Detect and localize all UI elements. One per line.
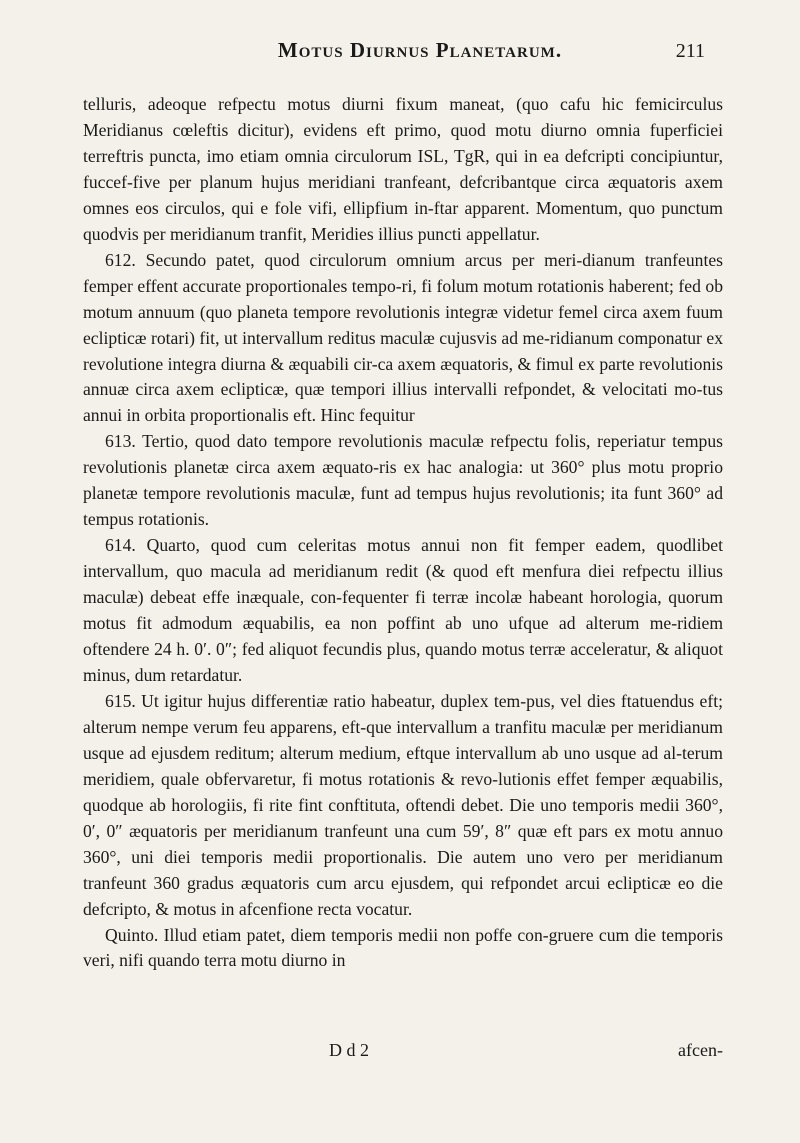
signature-mark: D d 2 [329,1040,369,1060]
paragraph-615: 615. Ut igitur hujus differentiæ ratio habeatur, duplex tem-pus, vel dies ftatuendus eft; alterum nempe verum feu apparens, eft-que intervallum a tranfitu maculæ per meridianum usque ad ejusdem reditum; alterum medium, eftque intervallum ab uno usque ad al-terum meridiem, quale obfervaretur, fi motus rotationis & revo-lutionis effet femper æquabilis, quodque ab horologiis, fi rite fint conftituta, oftendi debet. Die uno temporis medii 360°, 0′, 0″ æquatoris per meridianum tranfeunt una cum 59′, 8″ quæ eft pars ex motu annuo 360°, uni diei temporis medii proportionalis. Die autem uno vero per meridianum tranfeunt 360 gradus æquatoris cum arcu ejusdem, qui refpondet arcui eclipticæ eo die defcripto, & motus in afcenfione recta vocatur. [83,690,723,919]
paragraph-continuation: telluris, adeoque refpectu motus diurni fixum maneat, (quo cafu hic femicirculus Meridianus cœleftis dicitur), evidens eft primo, quod motu diurno omnia fuperficiei terreftris puncta, imo etiam omnia circulorum ISL, TgR, qui in ea defcripti concipiuntur, fuccef-five per planum hujus meridiani tranfeant, defcribantque circa æquatoris axem omnes eos circulos, qui e fole vifi, ellipfium in-ftar apparent. Momentum, quo punctum quodvis per meridianum tranfit, Meridies illius puncti appellatur. [83,94,723,244]
paragraph-quinto: Quinto. Illud etiam patet, diem temporis medii non poffe con-gruere cum die temporis veri, nifi quando terra motu diurno in [83,924,723,971]
page-number: 211 [675,40,705,62]
paragraph-614: 614. Quarto, quod cum celeritas motus annui non fit femper eadem, quodlibet intervallum, quo macula ad meridianum redit (& quod eft menfura diei refpectu illius maculæ) debeat effe inæquale, con-fequenter fi terræ incolæ habeant horologia, quorum motus fit admodum æquabilis, ea non poffint ab uno ufque ad alterum me-ridiem oftendere 24 h. 0′. 0″; fed aliquot fecundis plus, quando motus terræ acceleratur, & aliquot minus, dum retardatur. [83,535,723,685]
page-footer [83,1040,723,1066]
paragraph-613: 613. Tertio, quod dato tempore revolutionis maculæ refpectu folis, reperiatur tempus revolutionis planetæ circa axem æquato-ris ex hac analogia: ut 360° plus motu proprio planetæ tempore revolutionis maculæ, funt ad tempus hujus revolutionis; ita funt 360° ad tempus rotationis. [83,431,723,530]
catchword: afcen- [678,1040,723,1060]
paragraph-612: 612. Secundo patet, quod circulorum omnium arcus per meri-dianum tranfeuntes femper effent accurate proportionales tempo-ri, fi folum motum rotationis haberent; fed ob motum annuum (quo planeta tempore revolutionis integræ videtur femel circa axem fuum eclipticæ rotari) fit, ut intervallum reditus maculæ cujusvis ad me-ridianum componatur ex revolutione integra diurna & æquabili cir-ca axem æquatoris, & fimul ex parte revolutionis annuæ circa axem eclipticæ, quæ tempori illius intervalli refpondet, & velocitati mo-tus annui in orbita proportionalis eft. Hinc fequitur [83,249,723,426]
running-title: Motus Diurnus Planetarum. [277,38,563,62]
body-text [83,92,723,974]
running-head [0,38,800,78]
